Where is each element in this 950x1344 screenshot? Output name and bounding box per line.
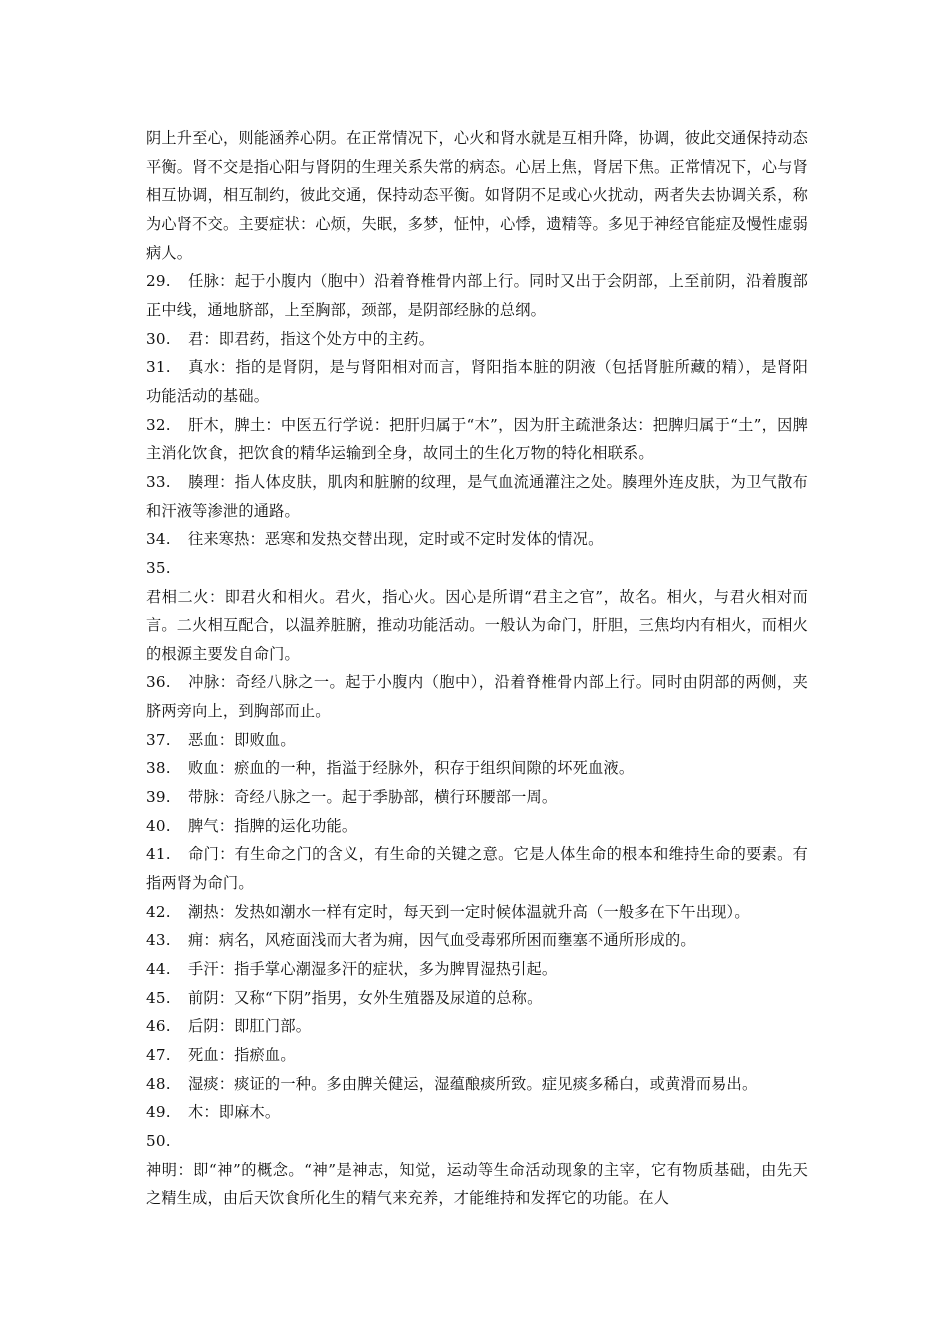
glossary-entry-43 [146,926,808,955]
entry-text: 往来寒热：恶寒和发热交替出现，定时或不定时发体的情况。 [188,530,604,549]
entry-text: 君相二火：即君火和相火。君火，指心火。因心是所谓“君主之官”，故名。相火，与君火相对而言。二火相互配合，以温养脏腑，推动功能活动。一般认为命门，肝胆，三焦均内有相火，而相火的根源主要发自命门。 [146,587,808,663]
entry-number: 40. [146,816,171,835]
entry-text: 脾气：指脾的运化功能。 [188,816,358,835]
entry-number: 42. [146,902,171,921]
entry-number: 35. [146,558,171,577]
entry-text: 神明：即“神”的概念。“神”是神志，知觉，运动等生命活动现象的主宰，它有物质基础，由先天之精生成，由后天饮食所化生的精气来充养，才能维持和发挥它的功能。在人 [146,1160,808,1208]
entry-text: 君：即君药，指这个处方中的主药。 [188,329,435,348]
entry-number: 48. [146,1074,171,1093]
entry-text: 带脉：奇经八脉之一。起于季胁部，横行环腰部一周。 [188,788,558,807]
entry-text: 败血：瘀血的一种，指溢于经脉外，积存于组织间隙的坏死血液。 [188,759,635,778]
entry-number: 29. [146,272,171,291]
entry-text: 肝木，脾土：中医五行学说：把肝归属于“木”，因为肝主疏泄条达：把脾归属于“土”，因脾主消化饮食，把饮食的精华运输到全身，故同土的生化万物的特化相联系。 [146,415,808,463]
glossary-list-a [146,267,808,554]
entry-text: 恶血：即败血。 [188,730,296,749]
glossary-entry-44 [146,955,808,984]
glossary-entry-46 [146,1012,808,1041]
glossary-entry-33 [146,468,808,525]
entry-number: 36. [146,673,171,692]
glossary-entry-41 [146,840,808,897]
entry-number: 47. [146,1046,171,1064]
entry-number: 45. [146,988,171,1007]
entry-text: 前阴：又称“下阴”指男，女外生殖器及尿道的总称。 [188,988,543,1007]
glossary-entry-50 [146,1127,808,1213]
glossary-entry-35 [146,554,808,669]
continuation-paragraph: 阴上升至心，则能涵养心阴。在正常情况下，心火和肾水就是互相升降，协调，彼此交通保持动态平衡。肾不交是指心阳与肾阴的生理关系失常的病态。心居上焦，肾居下焦。正常情况下，心与肾相互协调，相互制约，彼此交通，保持动态平衡。如肾阴不足或心火扰动，两者失去协调关系，称为心肾不交。主要症状：心烦，失眠，多梦，怔忡，心悸，遗精等。多见于神经官能症及慢性虚弱病人。 [146,129,808,262]
glossary-entry-32 [146,411,808,468]
entry-text: 任脉：起于小腹内（胞中）沿着脊椎骨内部上行。同时又出于会阴部，上至前阴，沿着腹部正中线，通地脐部，上至胸部，颈部，是阴部经脉的总纲。 [146,272,808,319]
entry-number: 34. [146,530,171,549]
entry-number: 32. [146,415,171,434]
entry-text: 湿痰：痰证的一种。多由脾关健运，湿蕴酿痰所致。症见痰多稀白，或黄滑而易出。 [188,1074,758,1093]
glossary-entry-30 [146,325,808,354]
entry-number: 30. [146,329,171,348]
glossary-entry-39 [146,783,808,812]
glossary-entry-31 [146,353,808,410]
entry-number: 49. [146,1103,171,1122]
glossary-entry-34 [146,525,808,554]
entry-number: 37. [146,730,171,749]
entry-number: 43. [146,931,171,950]
entry-text: 死血：指瘀血。 [188,1046,296,1064]
glossary-entry-36 [146,668,808,725]
glossary-entry-47 [146,1041,808,1070]
entry-number: 39. [146,788,171,807]
glossary-entry-49 [146,1098,808,1127]
glossary-entry-45 [146,984,808,1013]
glossary-entry-38 [146,754,808,783]
glossary-entry-37 [146,726,808,755]
entry-text: 手汗：指手掌心潮湿多汗的症状，多为脾胃湿热引起。 [188,960,558,979]
entry-text: 命门：有生命之门的含义，有生命的关键之意。它是人体生命的根本和维持生命的要素。有指两肾为命门。 [146,845,808,893]
entry-text: 后阴：即肛门部。 [188,1017,312,1036]
glossary-entry-42 [146,898,808,927]
entry-text: 腠理：指人体皮肤，肌肉和脏腑的纹理，是气血流通灌注之处。腠理外连皮肤，为卫气散布和汗液等渗泄的通路。 [146,472,808,520]
entry-number: 50. [146,1131,171,1150]
glossary-entry-48 [146,1070,808,1099]
entry-number: 44. [146,960,171,979]
glossary-list-b [146,668,808,1127]
entry-number: 38. [146,759,171,778]
glossary-entry-29 [146,267,808,324]
entry-text: 冲脉：奇经八脉之一。起于小腹内（胞中），沿着脊椎骨内部上行。同时由阴部的两侧，夹脐两旁向上，到胸部而止。 [146,673,808,721]
entry-number: 46. [146,1017,171,1036]
entry-number: 33. [146,472,171,491]
page-body [146,124,808,1213]
entry-number: 41. [146,845,171,864]
entry-text: 痈：病名，风疮面浅而大者为痈，因气血受毒邪所困而壅塞不通所形成的。 [188,931,696,950]
entry-text: 潮热：发热如潮水一样有定时，每天到一定时候体温就升高（一般多在下午出现）。 [188,902,750,921]
entry-number: 31. [146,358,171,377]
entry-text: 真水：指的是肾阴，是与肾阳相对而言，肾阳指本脏的阴液（包括肾脏所藏的精），是肾阳功能活动的基础。 [146,358,808,405]
glossary-entry-40 [146,812,808,841]
entry-text: 木：即麻木。 [188,1103,281,1122]
